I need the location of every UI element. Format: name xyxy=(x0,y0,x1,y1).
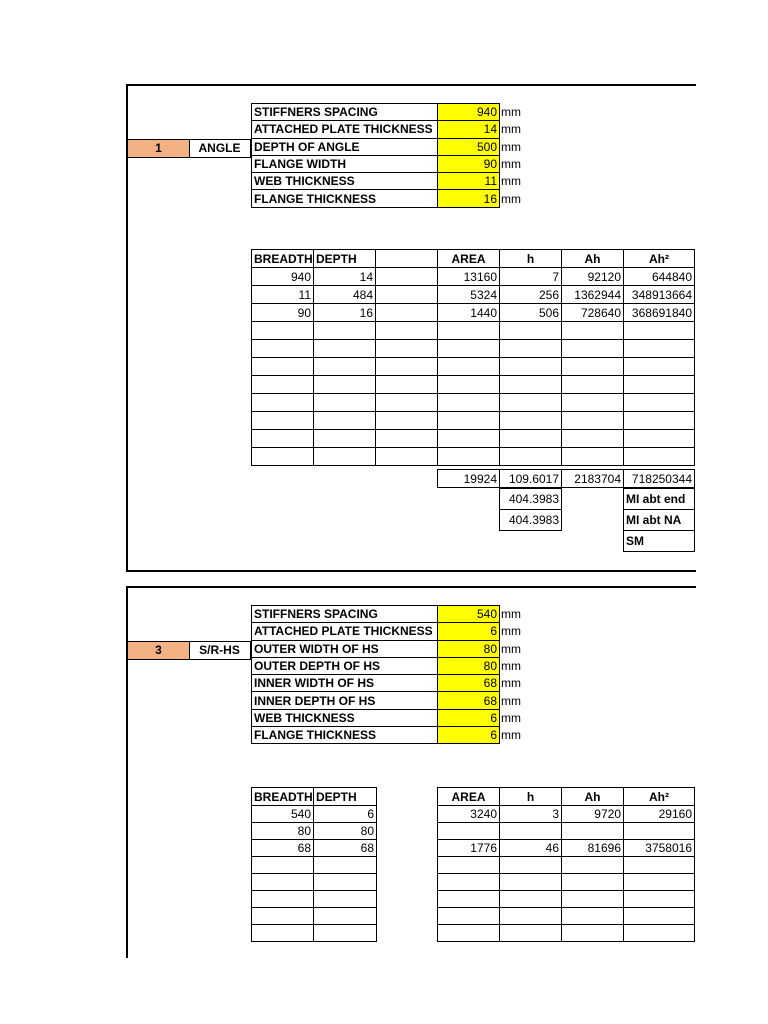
table-cell[interactable]: 16 xyxy=(314,304,376,322)
table-cell[interactable]: 90 xyxy=(252,304,314,322)
section-2-index: 3 xyxy=(127,641,190,660)
table-cell[interactable] xyxy=(438,322,500,340)
param-label: INNER DEPTH OF HS xyxy=(252,692,438,709)
table-cell[interactable] xyxy=(624,925,695,942)
table-cell[interactable] xyxy=(438,925,500,942)
table-cell[interactable] xyxy=(252,430,314,448)
param-row xyxy=(252,173,530,190)
table-cell[interactable]: 6 xyxy=(314,806,377,823)
table-cell[interactable] xyxy=(376,394,438,412)
param-value[interactable]: 68 xyxy=(438,675,500,692)
table-cell[interactable]: 68 xyxy=(252,840,314,857)
column-header: DEPTH xyxy=(314,250,376,268)
table-cell[interactable] xyxy=(500,448,562,466)
total-h: 109.6017 xyxy=(500,470,562,488)
table-cell[interactable]: 368691840 xyxy=(624,304,695,322)
table-cell[interactable]: 9720 xyxy=(562,806,624,823)
table-row xyxy=(252,322,695,340)
table-cell[interactable]: 256 xyxy=(500,286,562,304)
param-row xyxy=(252,657,530,674)
param-unit: mm xyxy=(501,139,521,154)
table-cell[interactable] xyxy=(500,823,562,840)
section-1-calc-table xyxy=(251,249,695,466)
param-label: STIFFNERS SPACING xyxy=(252,606,438,623)
table-cell[interactable]: 1440 xyxy=(438,304,500,322)
table-row xyxy=(252,891,377,908)
table-cell[interactable] xyxy=(500,376,562,394)
header-row xyxy=(438,788,695,806)
table-cell[interactable] xyxy=(562,891,624,908)
table-cell[interactable] xyxy=(500,874,562,891)
param-label: ATTACHED PLATE THICKNESS xyxy=(252,623,438,640)
table-cell[interactable] xyxy=(500,340,562,358)
table-cell[interactable] xyxy=(562,322,624,340)
table-row xyxy=(252,268,695,286)
param-label: WEB THICKNESS xyxy=(252,173,438,190)
table-row xyxy=(252,286,695,304)
table-cell[interactable] xyxy=(314,340,376,358)
table-cell[interactable] xyxy=(562,394,624,412)
table-cell[interactable] xyxy=(252,340,314,358)
table-cell[interactable]: 3240 xyxy=(438,806,500,823)
table-row xyxy=(438,840,695,857)
table-row xyxy=(252,358,695,376)
table-cell[interactable] xyxy=(500,394,562,412)
param-label: WEB THICKNESS xyxy=(252,709,438,726)
table-cell[interactable] xyxy=(376,376,438,394)
column-header: BREADTH xyxy=(252,788,314,806)
table-row xyxy=(252,857,377,874)
table-cell[interactable] xyxy=(624,340,695,358)
param-value[interactable]: 14 xyxy=(438,121,500,138)
table-cell[interactable]: 3 xyxy=(500,806,562,823)
table-row xyxy=(438,908,695,925)
table-cell[interactable] xyxy=(500,857,562,874)
table-cell[interactable]: 728640 xyxy=(562,304,624,322)
table-cell[interactable] xyxy=(438,448,500,466)
param-unit: mm xyxy=(501,693,521,708)
table-cell[interactable] xyxy=(562,908,624,925)
table-row xyxy=(252,394,695,412)
table-cell[interactable] xyxy=(624,823,695,840)
param-row xyxy=(252,709,530,726)
table-cell[interactable] xyxy=(376,448,438,466)
table-cell[interactable] xyxy=(314,448,376,466)
table-cell[interactable] xyxy=(562,823,624,840)
table-cell[interactable]: 506 xyxy=(500,304,562,322)
table-cell[interactable] xyxy=(438,412,500,430)
param-unit: mm xyxy=(501,191,521,206)
table-cell[interactable]: 3758016 xyxy=(624,840,695,857)
table-cell[interactable] xyxy=(500,322,562,340)
table-cell[interactable] xyxy=(562,857,624,874)
section-2-right-table xyxy=(437,787,695,942)
section-2-type: S/R-HS xyxy=(189,641,251,660)
param-row xyxy=(252,606,530,623)
table-cell[interactable] xyxy=(314,925,377,942)
table-cell[interactable]: 644840 xyxy=(624,268,695,286)
header-row xyxy=(252,250,695,268)
param-label: STIFFNERS SPACING xyxy=(252,104,438,121)
param-value[interactable]: 16 xyxy=(438,190,500,207)
table-cell[interactable]: 5324 xyxy=(438,286,500,304)
table-row xyxy=(252,412,695,430)
table-cell[interactable] xyxy=(562,874,624,891)
param-row xyxy=(252,727,530,744)
param-value[interactable]: 540 xyxy=(438,606,500,623)
table-cell[interactable] xyxy=(500,358,562,376)
table-cell[interactable] xyxy=(252,412,314,430)
mi-end-value: 404.3983 xyxy=(500,489,562,510)
param-label: FLANGE WIDTH xyxy=(252,155,438,172)
table-cell[interactable] xyxy=(252,908,314,925)
param-unit: mm xyxy=(501,728,521,743)
table-cell[interactable] xyxy=(562,358,624,376)
param-label: FLANGE THICKNESS xyxy=(252,190,438,207)
table-cell[interactable]: 29160 xyxy=(624,806,695,823)
table-row xyxy=(252,840,377,857)
param-unit: mm xyxy=(501,676,521,691)
section-1-index: 1 xyxy=(127,139,190,158)
table-cell[interactable] xyxy=(624,412,695,430)
table-cell[interactable] xyxy=(624,358,695,376)
table-cell[interactable]: 484 xyxy=(314,286,376,304)
table-cell[interactable]: 81696 xyxy=(562,840,624,857)
param-row xyxy=(252,104,530,121)
table-cell[interactable]: 13160 xyxy=(438,268,500,286)
table-row xyxy=(252,430,695,448)
table-cell[interactable] xyxy=(624,448,695,466)
table-cell[interactable] xyxy=(438,358,500,376)
param-unit: mm xyxy=(501,659,521,674)
column-header: DEPTH xyxy=(314,788,377,806)
table-cell[interactable] xyxy=(252,874,314,891)
param-unit: mm xyxy=(501,122,521,137)
table-cell[interactable] xyxy=(252,322,314,340)
table-cell[interactable] xyxy=(252,358,314,376)
table-cell[interactable] xyxy=(376,286,438,304)
table-cell[interactable]: 348913664 xyxy=(624,286,695,304)
param-row xyxy=(252,121,530,138)
param-value[interactable]: 68 xyxy=(438,692,500,709)
table-cell[interactable] xyxy=(624,874,695,891)
column-header: Ah xyxy=(562,250,624,268)
total-ah2: 718250344 xyxy=(624,470,695,488)
param-label: INNER WIDTH OF HS xyxy=(252,675,438,692)
table-row xyxy=(252,340,695,358)
section-2-params-table xyxy=(251,605,530,744)
sm-value xyxy=(500,531,562,552)
table-cell[interactable] xyxy=(376,304,438,322)
table-cell[interactable]: 80 xyxy=(314,823,377,840)
table-cell[interactable]: 1362944 xyxy=(562,286,624,304)
param-value[interactable]: 500 xyxy=(438,138,500,155)
param-label: OUTER DEPTH OF HS xyxy=(252,657,438,674)
table-cell[interactable] xyxy=(624,376,695,394)
column-header: Ah xyxy=(562,788,624,806)
param-row xyxy=(252,640,530,657)
param-row xyxy=(252,155,530,172)
param-row xyxy=(252,190,530,207)
table-row xyxy=(438,891,695,908)
mi-na-label: MI abt NA xyxy=(624,510,695,531)
table-cell[interactable] xyxy=(624,891,695,908)
column-header: AREA xyxy=(438,788,500,806)
table-cell[interactable] xyxy=(376,340,438,358)
table-cell[interactable] xyxy=(376,358,438,376)
table-cell[interactable]: 68 xyxy=(314,840,377,857)
table-cell[interactable] xyxy=(500,925,562,942)
table-cell[interactable] xyxy=(562,925,624,942)
param-unit: mm xyxy=(501,624,521,639)
table-cell[interactable] xyxy=(438,394,500,412)
column-header: AREA xyxy=(438,250,500,268)
table-cell[interactable]: 14 xyxy=(314,268,376,286)
column-header: h xyxy=(500,250,562,268)
section-1-totals-table xyxy=(437,469,695,488)
table-row xyxy=(252,806,377,823)
mi-na-value: 404.3983 xyxy=(500,510,562,531)
table-cell[interactable] xyxy=(314,430,376,448)
param-value[interactable]: 940 xyxy=(438,104,500,121)
param-unit: mm xyxy=(501,710,521,725)
table-cell[interactable] xyxy=(314,857,377,874)
table-cell[interactable] xyxy=(314,394,376,412)
param-value[interactable]: 6 xyxy=(438,727,500,744)
table-cell[interactable] xyxy=(438,823,500,840)
table-cell[interactable] xyxy=(438,891,500,908)
table-row xyxy=(252,874,377,891)
table-cell[interactable] xyxy=(252,448,314,466)
param-label: OUTER WIDTH OF HS xyxy=(252,640,438,657)
param-label: DEPTH OF ANGLE xyxy=(252,138,438,155)
param-unit: mm xyxy=(501,607,521,622)
table-cell[interactable] xyxy=(624,430,695,448)
table-cell[interactable] xyxy=(438,340,500,358)
table-cell[interactable] xyxy=(376,268,438,286)
table-row xyxy=(438,857,695,874)
table-row xyxy=(252,908,377,925)
param-label: ATTACHED PLATE THICKNESS xyxy=(252,121,438,138)
mi-end-label: MI abt end xyxy=(624,489,695,510)
table-cell[interactable] xyxy=(562,430,624,448)
table-cell[interactable] xyxy=(438,430,500,448)
table-row xyxy=(252,823,377,840)
param-value[interactable]: 6 xyxy=(438,623,500,640)
table-cell[interactable] xyxy=(252,891,314,908)
table-cell[interactable] xyxy=(252,857,314,874)
section-1-type: ANGLE xyxy=(189,139,251,158)
total-ah: 2183704 xyxy=(562,470,624,488)
table-cell[interactable] xyxy=(314,358,376,376)
table-cell[interactable] xyxy=(500,891,562,908)
table-cell[interactable] xyxy=(624,908,695,925)
table-cell[interactable] xyxy=(252,394,314,412)
table-cell[interactable] xyxy=(562,448,624,466)
table-cell[interactable] xyxy=(438,857,500,874)
table-cell[interactable] xyxy=(252,376,314,394)
table-cell[interactable] xyxy=(252,925,314,942)
param-label: FLANGE THICKNESS xyxy=(252,727,438,744)
param-unit: mm xyxy=(501,157,521,172)
table-row xyxy=(438,806,695,823)
table-cell[interactable] xyxy=(376,322,438,340)
table-row xyxy=(252,376,695,394)
column-header: BREADTH xyxy=(252,250,314,268)
table-cell[interactable] xyxy=(624,857,695,874)
table-cell[interactable]: 92120 xyxy=(562,268,624,286)
table-row xyxy=(438,925,695,942)
table-cell[interactable] xyxy=(562,412,624,430)
table-cell[interactable] xyxy=(314,891,377,908)
table-cell[interactable] xyxy=(438,908,500,925)
param-unit: mm xyxy=(501,174,521,189)
table-cell[interactable] xyxy=(314,874,377,891)
table-cell[interactable] xyxy=(376,430,438,448)
totals-row xyxy=(438,470,695,488)
table-cell[interactable] xyxy=(500,412,562,430)
table-cell[interactable] xyxy=(314,322,376,340)
column-header: Ah² xyxy=(624,250,695,268)
param-row xyxy=(252,692,530,709)
param-value[interactable]: 80 xyxy=(438,657,500,674)
param-value[interactable]: 80 xyxy=(438,640,500,657)
table-cell[interactable] xyxy=(314,412,376,430)
param-value[interactable]: 90 xyxy=(438,155,500,172)
table-cell[interactable]: 940 xyxy=(252,268,314,286)
table-row xyxy=(438,823,695,840)
column-header: h xyxy=(500,788,562,806)
table-cell[interactable] xyxy=(314,908,377,925)
table-cell[interactable] xyxy=(624,322,695,340)
section-2-left-table xyxy=(251,787,377,942)
table-cell[interactable] xyxy=(376,412,438,430)
param-row xyxy=(252,675,530,692)
param-row xyxy=(252,138,530,155)
total-area: 19924 xyxy=(438,470,500,488)
table-cell[interactable]: 80 xyxy=(252,823,314,840)
table-cell[interactable]: 1776 xyxy=(438,840,500,857)
table-cell[interactable] xyxy=(562,340,624,358)
table-cell[interactable]: 540 xyxy=(252,806,314,823)
sm-label: SM xyxy=(624,531,695,552)
param-value[interactable]: 11 xyxy=(438,173,500,190)
column-header: Ah² xyxy=(624,788,695,806)
table-cell[interactable]: 7 xyxy=(500,268,562,286)
table-cell[interactable]: 11 xyxy=(252,286,314,304)
header-row xyxy=(252,788,377,806)
table-cell[interactable] xyxy=(500,908,562,925)
table-cell[interactable] xyxy=(500,430,562,448)
table-row xyxy=(252,925,377,942)
param-unit: mm xyxy=(501,641,521,656)
table-cell[interactable] xyxy=(438,874,500,891)
section-1-params-table xyxy=(251,103,530,208)
table-cell[interactable] xyxy=(562,376,624,394)
table-row xyxy=(438,874,695,891)
table-cell[interactable] xyxy=(624,394,695,412)
column-header xyxy=(376,250,438,268)
table-cell[interactable] xyxy=(314,376,376,394)
table-row xyxy=(252,448,695,466)
table-row xyxy=(252,304,695,322)
param-value[interactable]: 6 xyxy=(438,709,500,726)
param-row xyxy=(252,623,530,640)
table-cell[interactable]: 46 xyxy=(500,840,562,857)
param-unit: mm xyxy=(501,105,521,120)
table-cell[interactable] xyxy=(438,376,500,394)
